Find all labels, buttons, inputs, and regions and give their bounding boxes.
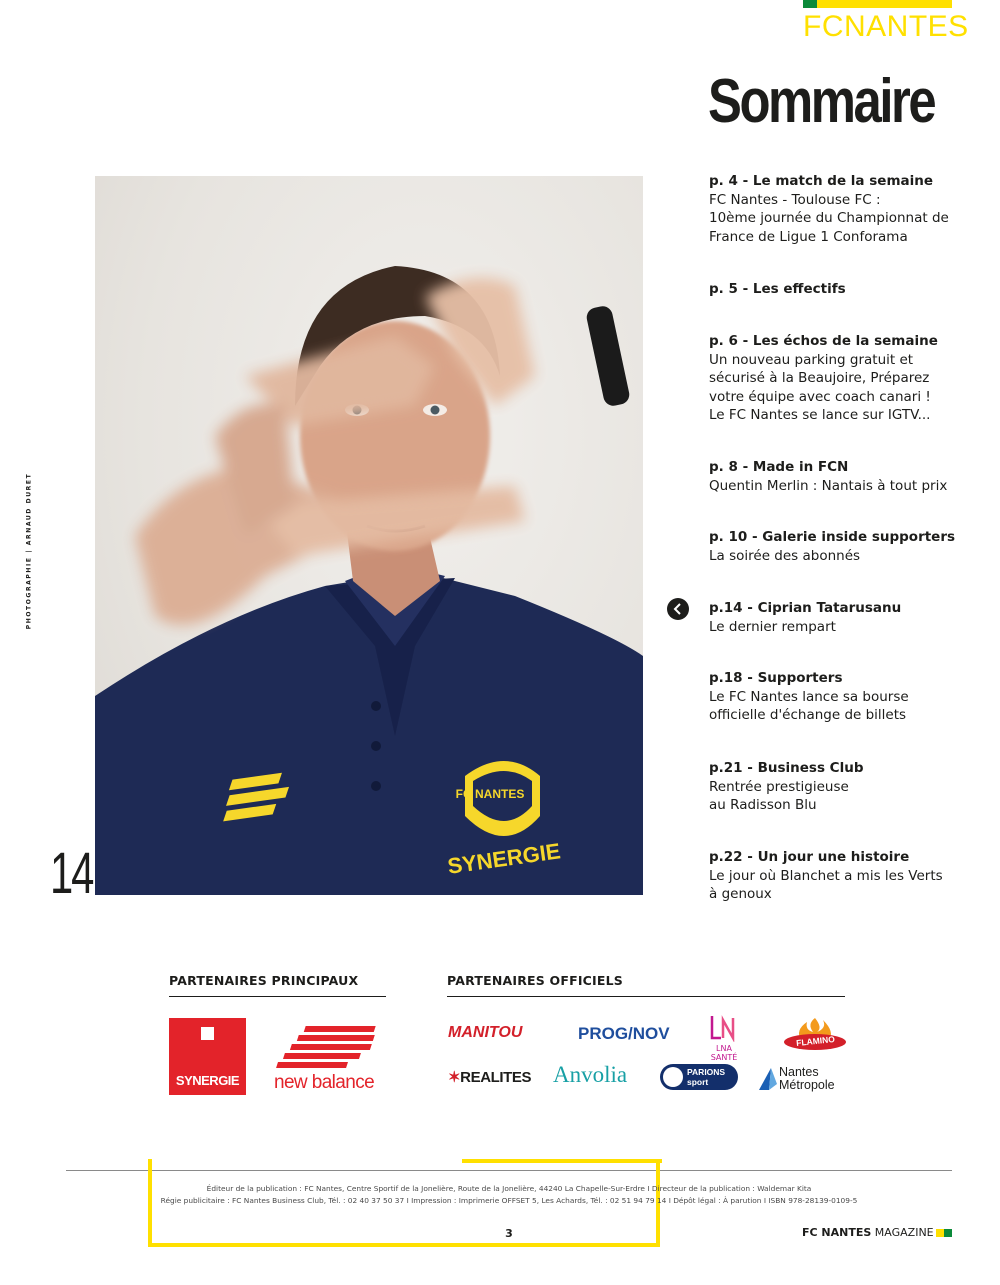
toc-item-line: La soirée des abonnés [709,547,861,564]
toc-item-line: Le dernier rempart [709,618,836,635]
toc-item-heading: p.18 - Supporters [709,670,843,686]
realites-text: REALITES [460,1069,532,1086]
toc-item-line: FC Nantes - Toulouse FC : [709,191,881,208]
page-number-left: 14 [50,841,93,906]
toc-item-line: Rentrée prestigieuse [709,778,849,795]
toc-item-line: Quentin Merlin : Nantais à tout prix [709,477,948,494]
toc-item-histoire[interactable] [709,848,959,904]
toc-item-match[interactable] [709,172,959,246]
toc-item-supporters[interactable] [709,669,959,725]
legal-line-1: Éditeur de la publication : FC Nantes, Centre Sportif de la Jonelière, Route de la Jonelière, 44240 La Chapelle-Sur-Erdre I Directeur de la publication : Waldemar Kita [206,1184,812,1193]
toc-item-line: au Radisson Blu [709,797,817,813]
realites-star-icon: ✶ [448,1069,461,1086]
magazine-name-rest: MAGAZINE [871,1226,934,1239]
flamino-logo[interactable] [783,1018,848,1052]
partners-official-title: PARTENAIRES OFFICIELS [447,973,624,988]
anvolia-logo[interactable]: Anvolia [553,1062,628,1087]
synergie-square-icon [201,1027,214,1040]
manitou-logo[interactable]: MANITOU [448,1024,523,1041]
parions-ball-icon [663,1067,683,1087]
toc-item-heading: p.14 - Ciprian Tatarusanu [709,600,902,616]
player-illustration [95,176,643,895]
new-balance-text: new balance [274,1072,375,1093]
toc-item-line: Le FC Nantes se lance sur IGTV... [709,407,931,423]
nantes-metropole-logo[interactable] [757,1066,849,1096]
new-balance-logo[interactable] [272,1022,390,1097]
toc-item-made-in-fcn[interactable] [709,458,959,495]
toc-item-line: Le FC Nantes lance sa bourse [709,688,909,705]
nantes-metropole-sail-icon [757,1066,779,1092]
current-page-arrow-icon [667,598,689,620]
toc-item-line: Le jour où Blanchet a mis les Verts [709,867,943,884]
toc-item-tatarusanu[interactable] [709,599,959,636]
nantes-metropole-text: Nantes Métropole [779,1065,835,1092]
shirt-sponsor-text: SYNERGIE [445,838,562,879]
synergie-logo[interactable] [169,1018,246,1095]
brand-bar-green [803,0,817,8]
toc-item-heading: p. 8 - Made in FCN [709,459,849,475]
synergie-text: SYNERGIE [175,1073,240,1088]
realites-logo[interactable] [448,1068,531,1086]
toc-item-effectifs[interactable] [709,280,959,299]
toc-item-heading: p.22 - Un jour une histoire [709,849,910,865]
page-title: Sommaire [708,67,935,136]
toc-item-heading: p.21 - Business Club [709,760,864,776]
prognov-logo[interactable]: PROG/NOV [578,1024,670,1043]
toc-item-line: 10ème journée du Championnat de [709,210,949,226]
divider [169,996,386,997]
toc-item-line: votre équipe avec coach canari ! [709,388,931,405]
toc-item-heading: p. 6 - Les échos de la semaine [709,333,938,349]
new-balance-nb-icon [272,1022,390,1070]
parions-sport-logo[interactable] [660,1064,738,1090]
lna-icon [709,1014,739,1042]
divider [447,996,845,997]
crest-text: FC NANTES [455,787,525,801]
toc-item-business-club[interactable] [709,759,959,815]
toc-item-galerie[interactable] [709,528,959,565]
toc-item-heading: p. 4 - Le match de la semaine [709,173,934,189]
toc-item-line: officielle d'échange de billets [709,707,907,723]
toc-item-line: France de Ligue 1 Conforama [709,228,908,245]
toc-item-line: sécurisé à la Beaujoire, Préparez [709,370,930,386]
toc-item-echos[interactable] [709,332,959,425]
toc-item-line: Un nouveau parking gratuit et [709,351,914,368]
toc-item-heading: p. 5 - Les effectifs [709,281,846,297]
page-number: 3 [505,1227,513,1240]
legal-line-2: Régie publicitaire : FC Nantes Business Club, Tél. : 02 40 37 50 37 I Impression : Imprimerie OFFSET 5, Les Achards, Tél. : 02 51 94 79 14 I Dépôt légal : À parution I ISBN 978-28139-0109-5 [160,1196,858,1205]
magazine-name [802,1226,934,1239]
photo-credit: PHOTOGRAPHIE | ARNAUD DURET [25,472,33,630]
magazine-color-icon [936,1229,952,1237]
cover-photo [95,176,643,895]
lna-text: LNA SANTÉ [710,1044,738,1062]
parions-text: PARIONS sport [687,1067,726,1087]
brand-logo: FCNANTES [803,10,969,43]
partners-principal-title: PARTENAIRES PRINCIPAUX [169,973,359,988]
lna-sante-logo[interactable] [706,1014,742,1062]
toc-item-line: à genoux [709,886,772,902]
brand-bar [803,0,952,8]
toc-item-heading: p. 10 - Galerie inside supporters [709,529,956,545]
flamino-text: FLAMINO [795,1034,836,1048]
magazine-name-bold: FC NANTES [802,1226,872,1239]
